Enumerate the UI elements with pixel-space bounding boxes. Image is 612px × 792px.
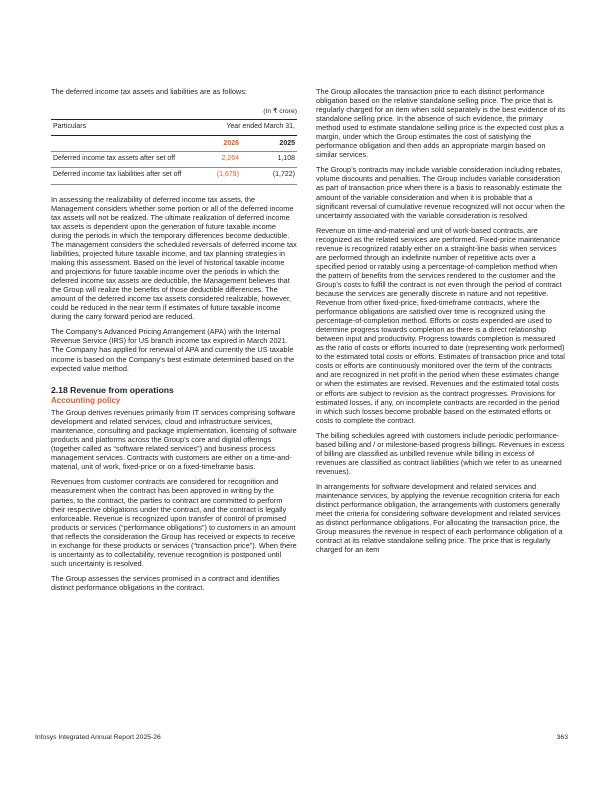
paragraph: Revenue on time-and-material and unit of work-based contracts, are recognized as the related services are performed. Fixed-price maintenance revenue is recognized ratably either on a straight-line basis when services are performed through an indefinite number of repetitive acts over a specified period or ratably using a percentage-of-completion method when the pattern of benefits from the services rendered to the customer and the Group’s costs to fulfill the contract is not even through the period of contract because the services are generally discrete in nature and not repetitive. Revenue from other fixed-price, fixed-timeframe contracts, where the performance obligations are satisfied over time is recognized using the percentage-of-completion method. Efforts or costs expended are used to determine progress towards completion as there is a direct relationship between input and productivity. Progress towards completion is measured as the ratio of costs or efforts incurred to date (representing work performed) to the estimated total costs or efforts. Estimates of transaction price and total costs or efforts are continuously monitored over the term of the contracts and are recognized in net profit in the period when these estimates change or when the estimates are revised. Revenues and the estimated total costs or efforts are subject to revision as the contract progresses. Provisions for estimated losses, if any, on incomplete contracts are recorded in the period in which such losses become probable based on the estimated efforts or costs to complete the contract. [316, 225, 565, 425]
table-unit: (In ₹ crore) [263, 108, 297, 116]
paragraph: The Company’s Advanced Pricing Arrangement (APA) with the Internal Revenue Service (IRS) for US branch income tax expired in March 2021. The Company has applied for renewal of APA and currently the US taxable income is based on the Company’s best estimate determined based on the expected value method. [51, 327, 295, 373]
table-intro: The deferred income tax assets and liabilities are as follows: [51, 87, 247, 96]
right-column [316, 87, 565, 560]
paragraph: The Group’s contracts may include variable consideration including rebates, volume discounts and penalties. The Group includes variable consideration as part of transaction price when there is a basis to reasonably estimate the amount of the variable consideration and when it is probable that a significant reversal of cumulative revenue recognized will not occur when the uncertainty associated with the variable consideration is resolved. [316, 165, 565, 220]
table-row [51, 151, 297, 167]
paragraph: The Group derives revenues primarily from IT services comprising software development and related services, cloud and infrastructure services, maintenance, consulting and package implementation, licensing of software products and platforms across the Group’s core and digital offerings (together called as “software related services”) and business process management services. Contracts with customers are either on a time-and-material, unit of work, fixed-price or on a fixed-timeframe basis. [51, 408, 297, 472]
row-prior-value: (1,722) [241, 168, 297, 184]
year-prior: 2025 [241, 135, 297, 151]
left-column [51, 87, 297, 598]
footer-report-title: Infosys Integrated Annual Report 2025-26 [35, 734, 161, 741]
row-label: Deferred income tax liabilities after set off [51, 168, 185, 184]
period-header: Year ended March 31, [185, 120, 297, 135]
paragraph: In arrangements for software development and related services and maintenance services, by applying the revenue recognition criteria for each distinct performance obligation, the arrangements with customers generally meet the criteria for considering software development and related services as distinct performance obligations. For allocating the transaction price, the Group measures the revenue in respect of each performance obligation of a contract at its relative standalone selling price. The price that is regularly charged for an item [316, 481, 563, 555]
paragraph: In assessing the realizability of deferred income tax assets, the Management considers whether some portion or all of the deferred income tax assets will not be realized. The ultimate realization of deferred income tax assets is dependent upon the generation of future taxable income during the periods in which the temporary differences become deductible. The management considers the scheduled reversals of deferred income tax liabilities, projected future taxable income, and tax planning strategies in making this assessment. Based on the level of historical taxable income and projections for future taxable income over the periods in which the deferred income tax assets are deductible, the Management believes that the Group will realize the benefits of those deductible differences. The amount of the deferred income tax assets considered realizable, however, could be reduced in the near term if estimates of future taxable income during the carry forward period are reduced. [51, 194, 297, 322]
row-current-value: (1,679) [185, 168, 241, 184]
row-current-value: 2,264 [185, 151, 241, 167]
row-label: Deferred income tax assets after set off [51, 151, 185, 167]
paragraph: The Group assesses the services promised in a contract and identifies distinct performance obligations in the contract. [51, 573, 280, 592]
subsection-heading: Accounting policy [51, 395, 121, 405]
section-heading: 2.18 Revenue from operations [51, 384, 174, 395]
particulars-header: Particulars [51, 120, 185, 135]
table-row [51, 168, 297, 184]
page-number: 363 [556, 734, 568, 741]
paragraph: The Group allocates the transaction price to each distinct performance obligation based on the relative standalone selling price. The price that is regularly charged for an item when sold separately is the best evidence of its standalone selling price. In the absence of such evidence, the primary method used to estimate standalone selling price is the expected cost plus a margin, under which the Group estimates the cost of satisfying the performance obligation and then adds an appropriate margin based on similar services. [316, 87, 566, 160]
paragraph: Revenues from customer contracts are considered for recognition and measurement when the contract has been approved in writing by the parties, to the contract, the parties to contract are committed to perform their respective obligations under the contract, and the contract is legally enforceable. Revenue is recognized upon transfer of control of promised products or services (“performance obligations”) to customers in an amount that reflects the consideration the Group has received or expects to receive in exchange for these products or services (“transaction price”). When there is uncertainty as to collectability, revenue recognition is postponed until such uncertainty is resolved. [51, 477, 297, 568]
deferred-tax-table [51, 119, 297, 185]
paragraph: The billing schedules agreed with customers include periodic performance-based billing and / or milestone-based progress billings. Revenues in excess of billing are classified as unbilled revenue while billing in excess of revenues are classified as contract liabilities (which we refer to as unearned revenues). [316, 430, 565, 476]
year-current: 2026 [185, 135, 241, 151]
row-prior-value: 1,108 [241, 151, 297, 167]
